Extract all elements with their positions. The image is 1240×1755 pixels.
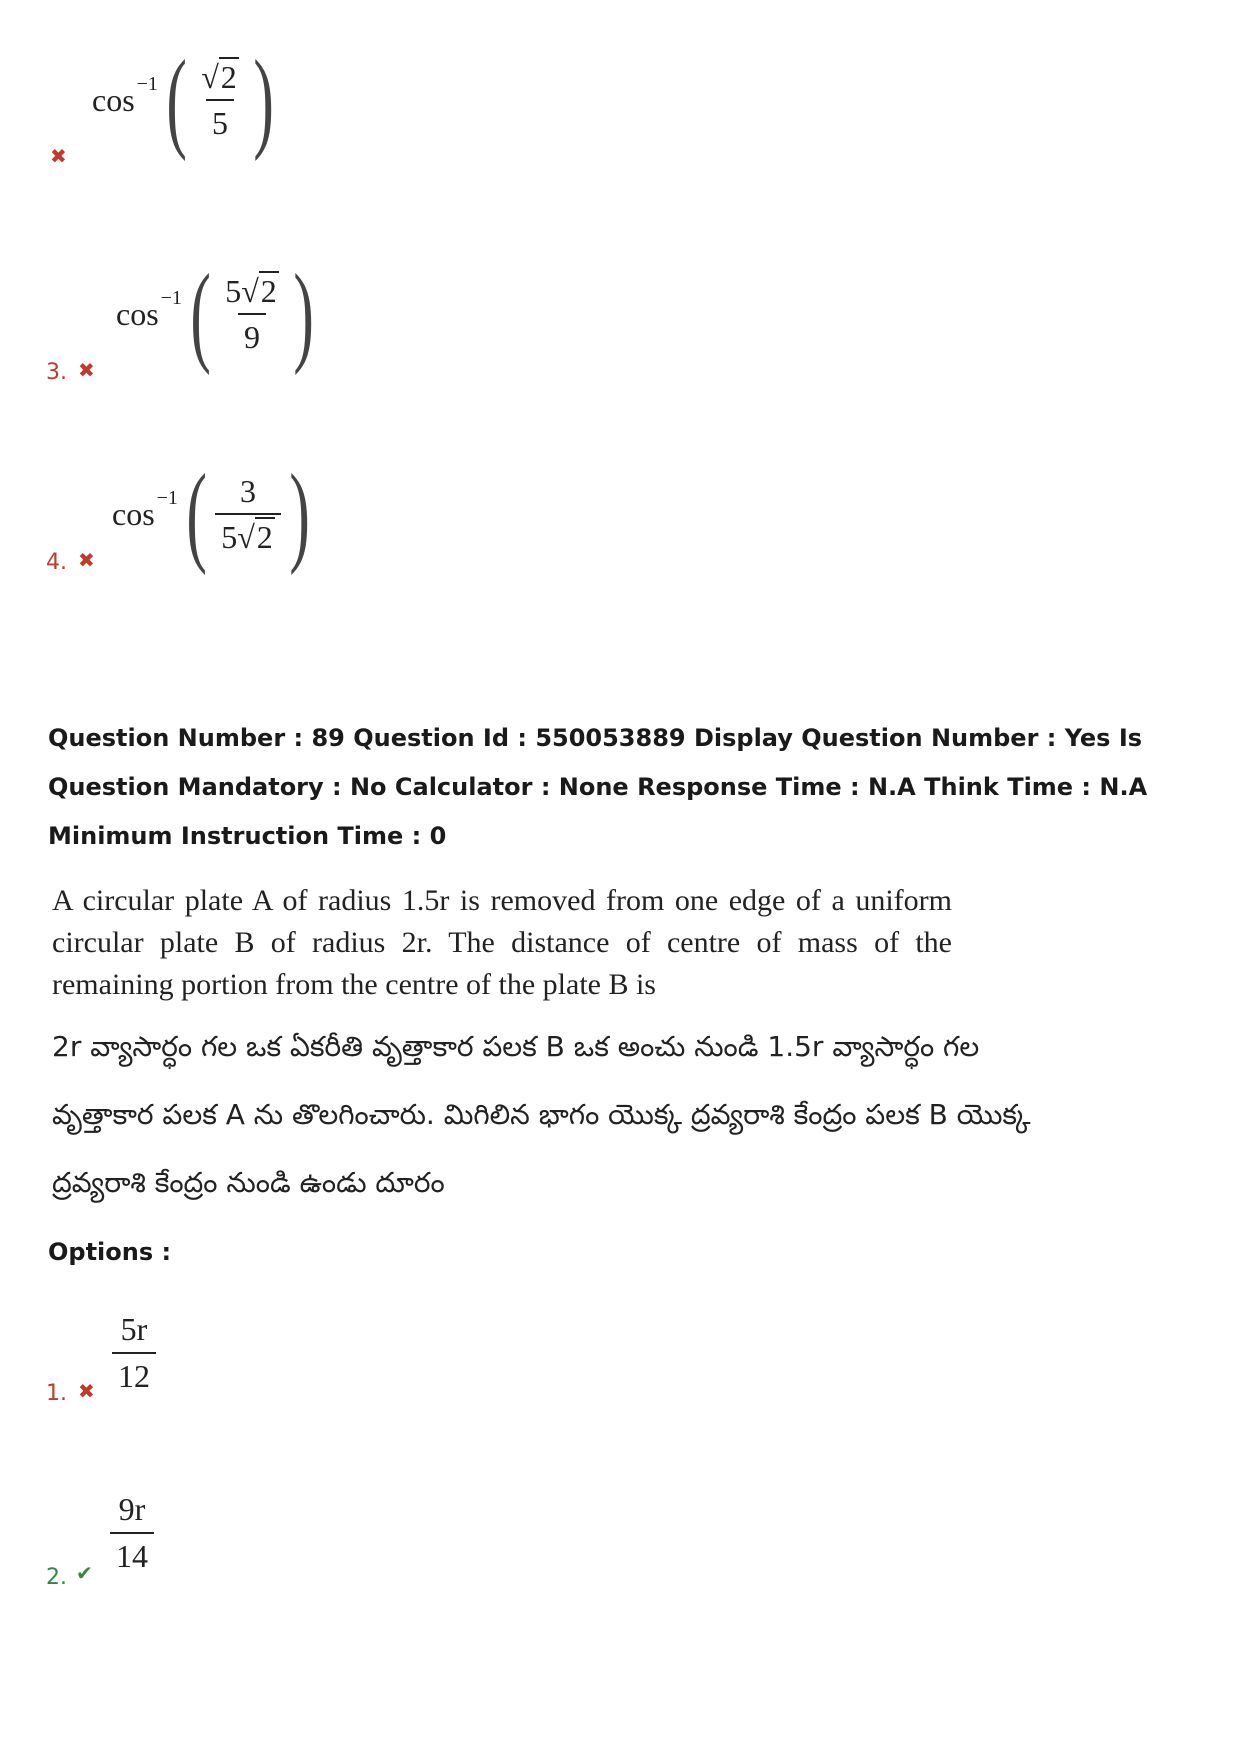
option-number: 4. <box>46 550 67 575</box>
option-math: cos −1 ( $\frac{√2}{5}$ ) <box>92 38 274 162</box>
exponent: −1 <box>160 286 182 309</box>
function-name: cos <box>112 495 155 532</box>
option-math <box>112 1311 156 1395</box>
option-number: 2. <box>46 1565 67 1590</box>
option-number: 1. <box>46 1381 67 1406</box>
denominator: 9 <box>238 313 266 356</box>
question-text-telugu-line: ద్రవ్యరాశి కేంద్రం నుండి ఉండు దూరం <box>52 1166 445 1199</box>
exponent: −1 <box>136 72 158 95</box>
option-math: cos −1 ( $\frac{3}{5√2}$ ) <box>112 452 310 576</box>
prev-option-4 <box>0 452 1240 590</box>
option-math: cos −1 ( $\frac{5√2}{9}$ ) <box>116 252 314 376</box>
option-1 <box>0 1305 1240 1425</box>
wrong-mark-icon: ✖ <box>78 548 95 572</box>
prev-option-3 <box>0 250 1240 390</box>
numerator-coef: 5 <box>225 272 242 309</box>
denominator: 14 <box>110 1532 154 1575</box>
wrong-mark-icon: ✖ <box>78 358 95 382</box>
denominator-radicand: 2 <box>256 519 273 556</box>
question-text-telugu-line: వృత్తాకార పలక A ను తొలగించారు. మిగిలిన భాగం యొక్క ద్రవ్యరాశి కేంద్రం పలక B యొక్క <box>52 1098 1031 1131</box>
numerator-radicand: 2 <box>220 58 237 95</box>
question-text-english: A circular plate A of radius 1.5r is removed from one edge of a uniform circular plate B of radius 2r. The distance of centre of mass of the remaining portion from the centre of the plate B is <box>52 884 952 1001</box>
denominator: 12 <box>112 1352 156 1395</box>
numerator-radicand: 2 <box>260 272 277 309</box>
option-math <box>110 1491 154 1575</box>
question-text-telugu-line: 2r వ్యాసార్ధం గల ఒక ఏకరీతి వృత్తాకార పలక B ఒక అంచు నుండి 1.5r వ్యాసార్ధం గల <box>52 1030 980 1063</box>
numerator: 5r <box>120 1311 148 1347</box>
prev-option-2 <box>0 40 1240 170</box>
option-2 <box>0 1485 1240 1605</box>
numerator: 9r <box>118 1491 146 1527</box>
question-meta: Question Number : 89 Question Id : 550053889 Display Question Number : Yes Is Question Mandatory : No Calculator : None Response Time : N.A Think Time : N.A Minimum Instruction Time : 0 <box>48 724 1148 850</box>
options-label: Options : <box>48 1238 172 1266</box>
denominator: 5 <box>206 99 234 142</box>
wrong-mark-icon: ✖ <box>50 144 67 168</box>
wrong-mark-icon: ✖ <box>78 1379 95 1403</box>
exponent: −1 <box>156 486 178 509</box>
option-number: 3. <box>46 360 67 385</box>
numerator: 3 <box>240 472 257 509</box>
denominator-coef: 5 <box>221 519 238 556</box>
function-name: cos <box>92 81 135 118</box>
correct-check-icon: ✔ <box>76 1561 93 1585</box>
function-name: cos <box>116 295 159 332</box>
